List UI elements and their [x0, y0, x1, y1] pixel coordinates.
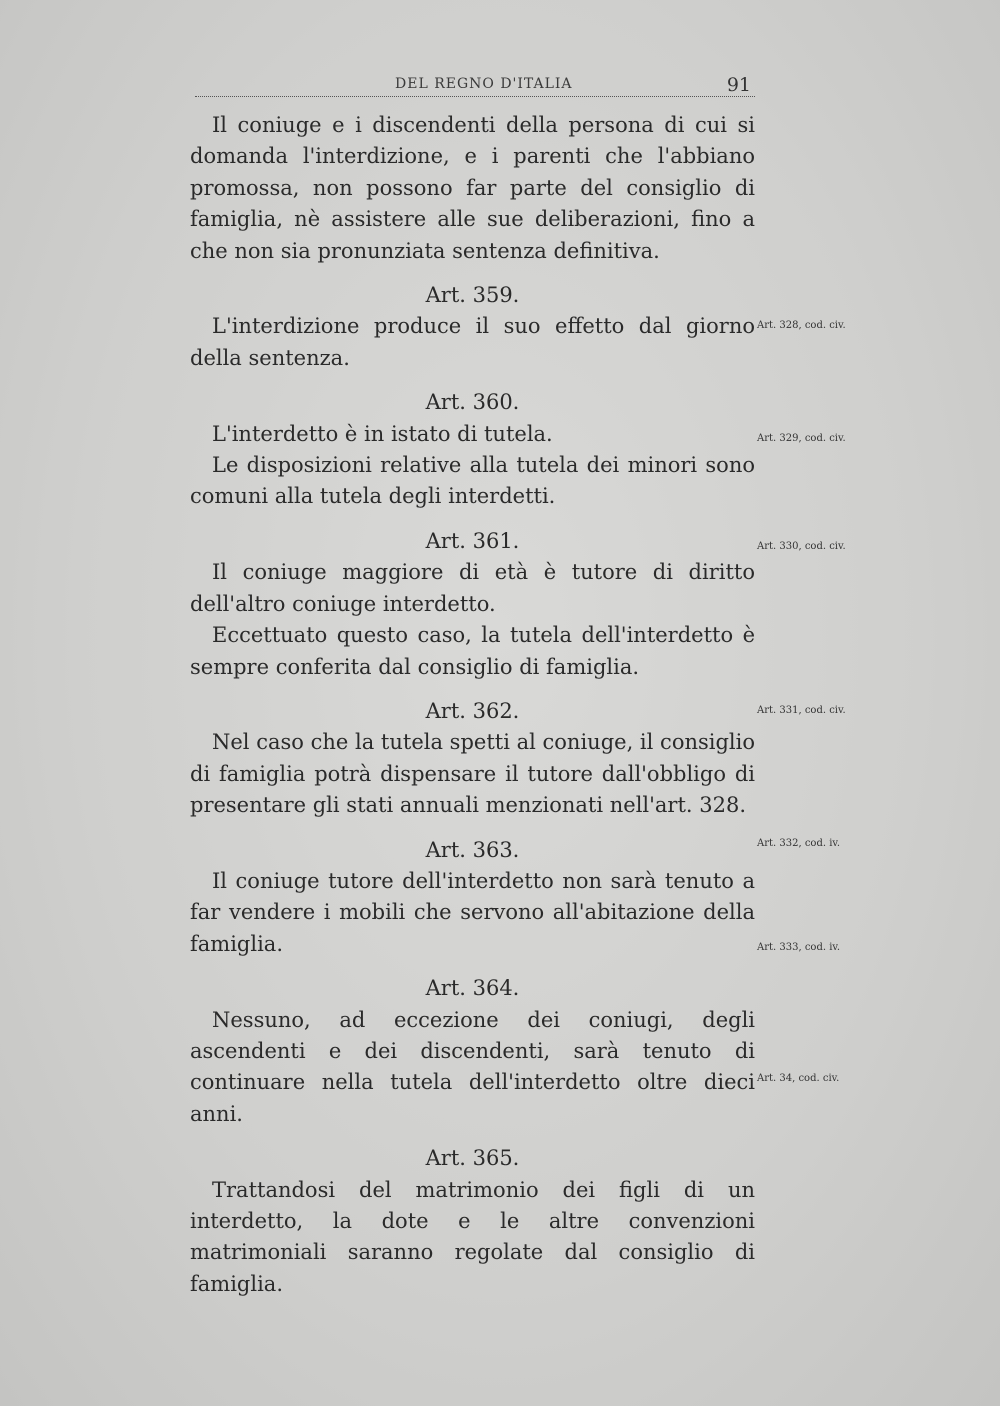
page-number: 91	[726, 74, 751, 96]
article-363-text: Il coniuge tutore dell'interdetto non sarà tenuto a far vendere i mobili che servono all'abitazione della famiglia.	[190, 868, 755, 956]
margin-note-art-365: Art. 34, cod. civ.	[757, 1073, 840, 1084]
body-text	[190, 110, 755, 1300]
article-363-heading: Art. 363.	[425, 837, 520, 862]
article-360-heading: Art. 360.	[425, 390, 520, 415]
article-361-heading: Art. 361.	[425, 528, 520, 553]
running-head	[195, 74, 755, 96]
article-364-heading: Art. 364.	[425, 976, 520, 1001]
article-365-text: Trattandosi del matrimonio dei figli di un interdetto, la dote e le altre convenzioni matrimoniali saranno regolate dal consiglio di famiglia.	[190, 1177, 755, 1296]
intro-paragraph: Il coniuge e i discendenti della persona di cui si domanda l'interdizione, e i parenti che l'abbiano promossa, non possono far parte del consiglio di famiglia, nè assistere alle sue deliberazioni, fino a che non sia pronunziata sentenza definitiva.	[190, 113, 755, 263]
running-title: DEL REGNO D'ITALIA	[395, 76, 573, 92]
margin-note-art-362: Art. 331, cod. civ.	[757, 705, 846, 716]
margin-note-art-361: Art. 330, cod. civ.	[757, 541, 846, 552]
margin-note-art-363: Art. 332, cod. iv.	[757, 838, 841, 849]
article-359-text: L'interdizione produce il suo effetto dal giorno della sentenza.	[190, 314, 755, 370]
article-362-text: Nel caso che la tutela spetti al coniuge, il consiglio di famiglia potrà dispensare il tutore dall'obbligo di presentare gli stati annuali menzionati nell'art. 328.	[190, 730, 755, 818]
article-362-heading: Art. 362.	[425, 698, 520, 723]
margin-note-art-359: Art. 328, cod. civ.	[757, 320, 846, 331]
article-360-text-1: L'interdetto è in istato di tutela.	[212, 421, 553, 446]
article-361-text-1: Il coniuge maggiore di età è tutore di diritto dell'altro coniuge interdetto.	[190, 560, 755, 616]
article-365-heading: Art. 365.	[425, 1146, 520, 1171]
article-360-text-2: Le disposizioni relative alla tutela dei minori sono comuni alla tutela degli interdetti.	[190, 453, 755, 509]
margin-note-art-360: Art. 329, cod. civ.	[757, 433, 846, 444]
header-rule	[195, 96, 755, 97]
article-359-heading: Art. 359.	[425, 283, 520, 308]
article-361-text-2: Eccettuato questo caso, la tutela dell'interdetto è sempre conferita dal consiglio di famiglia.	[190, 623, 755, 679]
margin-note-art-364: Art. 333, cod. iv.	[757, 942, 841, 953]
article-364-text: Nessuno, ad eccezione dei coniugi, degli ascendenti e dei discendenti, sarà tenuto di continuare nella tutela dell'interdetto oltre dieci anni.	[190, 1007, 755, 1126]
